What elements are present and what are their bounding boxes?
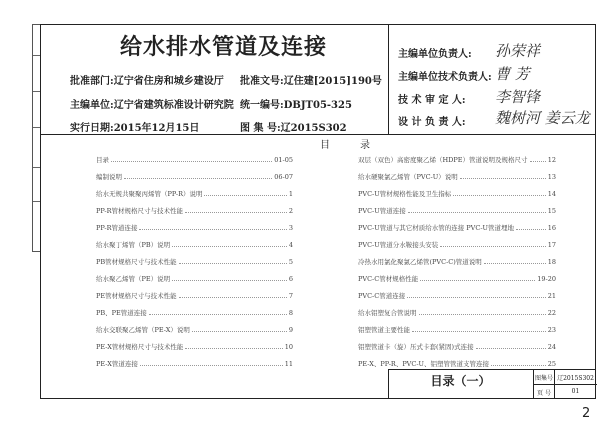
toc-entry-label: PVC-C管道连接	[358, 292, 406, 300]
toc-entry-page: 24	[547, 343, 556, 351]
title-block-title: 目录（一）	[430, 374, 491, 388]
toc-entry-page: 06-07	[274, 173, 293, 181]
toc-entry-label: 冷热水用氯化聚氯乙烯管(PVC-C)管道说明	[358, 258, 482, 266]
toc-entry-label: 给水硬聚氯乙烯管（PVC-U）说明	[358, 173, 458, 181]
toc-entry-label: PE-X管道连接	[96, 360, 138, 368]
toc-entry-label: PVC-U管道与其它材质给水管的连接 PVC-U管道埋地	[358, 224, 514, 232]
toc-entry-label: 给水交联聚乙烯管（PE-X）说明	[96, 326, 190, 334]
toc-entry[interactable]	[96, 291, 293, 301]
toc-entry[interactable]	[96, 257, 293, 267]
toc-entry-page: 10	[284, 343, 293, 351]
atlas-value: 辽2015S302	[557, 375, 594, 382]
toc-entry-page: 19-20	[537, 275, 556, 283]
toc-entry-page: 17	[547, 241, 556, 249]
atlas-title: 给水排水管道及连接	[120, 34, 328, 60]
toc-entry-label: 铝塑管道主要性能	[358, 326, 410, 334]
toc-entry[interactable]	[96, 359, 293, 369]
toc-entry[interactable]	[96, 274, 293, 284]
leader-dots	[179, 258, 287, 264]
toc-entry[interactable]	[358, 274, 556, 284]
toc-entry-page: 15	[547, 207, 556, 215]
page-value: 01	[571, 388, 580, 395]
leader-dots	[185, 207, 287, 213]
sign-role: 主编单位负责人:	[398, 49, 472, 60]
toc-entry[interactable]	[358, 172, 556, 182]
toc-entry-label: 给水铝塑复合管说明	[358, 309, 417, 317]
leader-dots	[516, 224, 546, 230]
toc-entry-page: 23	[547, 326, 556, 334]
toc-entry-page: 3	[288, 224, 293, 232]
leader-dots	[491, 360, 546, 366]
toc-entry[interactable]	[96, 223, 293, 233]
header-divider	[40, 134, 596, 135]
approval-dept: 批准部门:辽宁省住房和城乡建设厅	[70, 76, 224, 87]
leader-dots	[476, 343, 546, 349]
toc-entry-label: 给水无规共聚聚丙烯管（PP-R）说明	[96, 190, 203, 198]
toc-entry[interactable]	[358, 308, 556, 318]
signature: 李智锋	[495, 88, 541, 106]
toc-entry-label: PE-X管材规格尺寸与技术性能	[96, 343, 184, 351]
toc-entry-page: 14	[547, 190, 556, 198]
leader-dots	[111, 156, 272, 162]
toc-entry[interactable]	[96, 189, 293, 199]
leader-dots	[440, 241, 546, 247]
toc-entry-label: PP-R管道连接	[96, 224, 138, 232]
toc-entry-page: 12	[547, 156, 556, 164]
toc-entry[interactable]	[358, 291, 556, 301]
toc-entry-label: PVC-U管材规格性能及卫生指标	[358, 190, 452, 198]
toc-entry[interactable]	[96, 308, 293, 318]
toc-entry-label: 双层（双色）高密度聚乙烯（HDPE）管道说明及规格尺寸	[358, 156, 528, 164]
toc-entry-page: 21	[547, 292, 556, 300]
toc-entry[interactable]	[358, 189, 556, 199]
toc-entry-page: 16	[547, 224, 556, 232]
atlas-label: 图集号	[534, 375, 553, 382]
leader-dots	[185, 343, 282, 349]
leader-dots	[124, 173, 272, 179]
toc-entry-label: 给水聚丁烯管（PB）说明	[96, 241, 171, 249]
leader-dots	[172, 275, 287, 281]
toc-entry-label: PVC-U管道连接	[358, 207, 406, 215]
editor-unit: 主编单位:辽宁省建筑标准设计研究院	[70, 100, 234, 111]
toc-entry-label: 目录	[96, 156, 109, 164]
toc-entry-page: 6	[288, 275, 293, 283]
leader-dots	[139, 224, 286, 230]
toc-entry[interactable]	[358, 257, 556, 267]
toc-entry-page: 01-05	[274, 156, 293, 164]
leader-dots	[408, 207, 546, 213]
header-vertical-divider	[388, 24, 389, 134]
toc-entry-label: PE管材规格尺寸与技术性能	[96, 292, 177, 300]
leader-dots	[407, 292, 546, 298]
sign-role: 设 计 负 责 人:	[398, 117, 466, 128]
signature: 孙荣祥	[495, 42, 541, 60]
effective-date: 实行日期:2015年12月15日	[70, 123, 200, 134]
leader-dots	[412, 326, 546, 332]
toc-entry[interactable]	[358, 223, 556, 233]
toc-entry-label: PVC-C管材规格性能	[358, 275, 419, 283]
toc-entry[interactable]	[96, 240, 293, 250]
toc-entry[interactable]	[96, 325, 293, 335]
toc-entry-page: 25	[547, 360, 556, 368]
toc-entry-page: 7	[288, 292, 293, 300]
toc-entry-label: PE-X、PP-R、PVC-U、铝塑管管道支管连接	[358, 360, 490, 368]
toc-entry-page: 1	[288, 190, 293, 198]
toc-entry-label: PB管材规格尺寸与技术性能	[96, 258, 177, 266]
toc-entry[interactable]	[358, 359, 556, 369]
toc-entry-page: 8	[288, 309, 293, 317]
signature: 曹 芳	[495, 65, 530, 83]
leader-dots	[140, 360, 283, 366]
sign-role: 主编单位技术负责人:	[398, 72, 492, 83]
toc-entry[interactable]	[358, 240, 556, 250]
toc-entry-label: PB、PE管道连接	[96, 309, 147, 317]
toc-entry-label: 铝塑管道卡（旋）压式卡套(紧固)式连接	[358, 343, 474, 351]
leader-dots	[204, 190, 286, 196]
toc-entry[interactable]	[96, 342, 293, 352]
toc-entry-label: 编制说明	[96, 173, 122, 181]
toc-entry[interactable]	[358, 206, 556, 216]
leader-dots	[172, 241, 287, 247]
approval-doc: 批准文号:辽住建[2015]190号	[240, 76, 382, 87]
signature: 魏树河 姜云龙	[495, 109, 590, 127]
toc-entry-page: 2	[288, 207, 293, 215]
toc-entry[interactable]	[96, 155, 293, 165]
toc-entry[interactable]	[358, 342, 556, 352]
leader-dots	[419, 309, 546, 315]
toc-entry[interactable]	[96, 172, 293, 182]
leader-dots	[420, 275, 535, 281]
leader-dots	[179, 292, 287, 298]
leader-dots	[484, 258, 546, 264]
toc-entry-page: 9	[288, 326, 293, 334]
leader-dots	[530, 156, 546, 162]
atlas-no: 图 集 号:辽2015S302	[240, 123, 347, 134]
page-number: 2	[582, 406, 591, 421]
toc-entry-label: PVC-U管道分水鞍接头安装	[358, 241, 439, 249]
unified-no: 统一编号:DBJT05-325	[240, 100, 352, 111]
toc-entry[interactable]	[358, 155, 556, 165]
toc-entry-page: 18	[547, 258, 556, 266]
toc-entry-label: PP-R管材规格尺寸与技术性能	[96, 207, 183, 215]
page-label: 页 号	[537, 390, 551, 397]
toc-entry-label: 给水聚乙烯管（PE）说明	[96, 275, 171, 283]
title-block-grid	[533, 369, 597, 399]
toc-entry-page: 13	[547, 173, 556, 181]
leader-dots	[453, 190, 546, 196]
toc-entry-page: 11	[284, 360, 293, 368]
toc-heading: 目录	[320, 140, 400, 151]
toc-entry-page: 4	[288, 241, 293, 249]
toc-entry[interactable]	[96, 206, 293, 216]
toc-entry[interactable]	[358, 325, 556, 335]
sign-role: 技 术 审 定 人:	[398, 95, 466, 106]
toc-entry-page: 22	[547, 309, 556, 317]
toc-entry-page: 5	[288, 258, 293, 266]
leader-dots	[149, 309, 287, 315]
leader-dots	[460, 173, 546, 179]
leader-dots	[192, 326, 287, 332]
